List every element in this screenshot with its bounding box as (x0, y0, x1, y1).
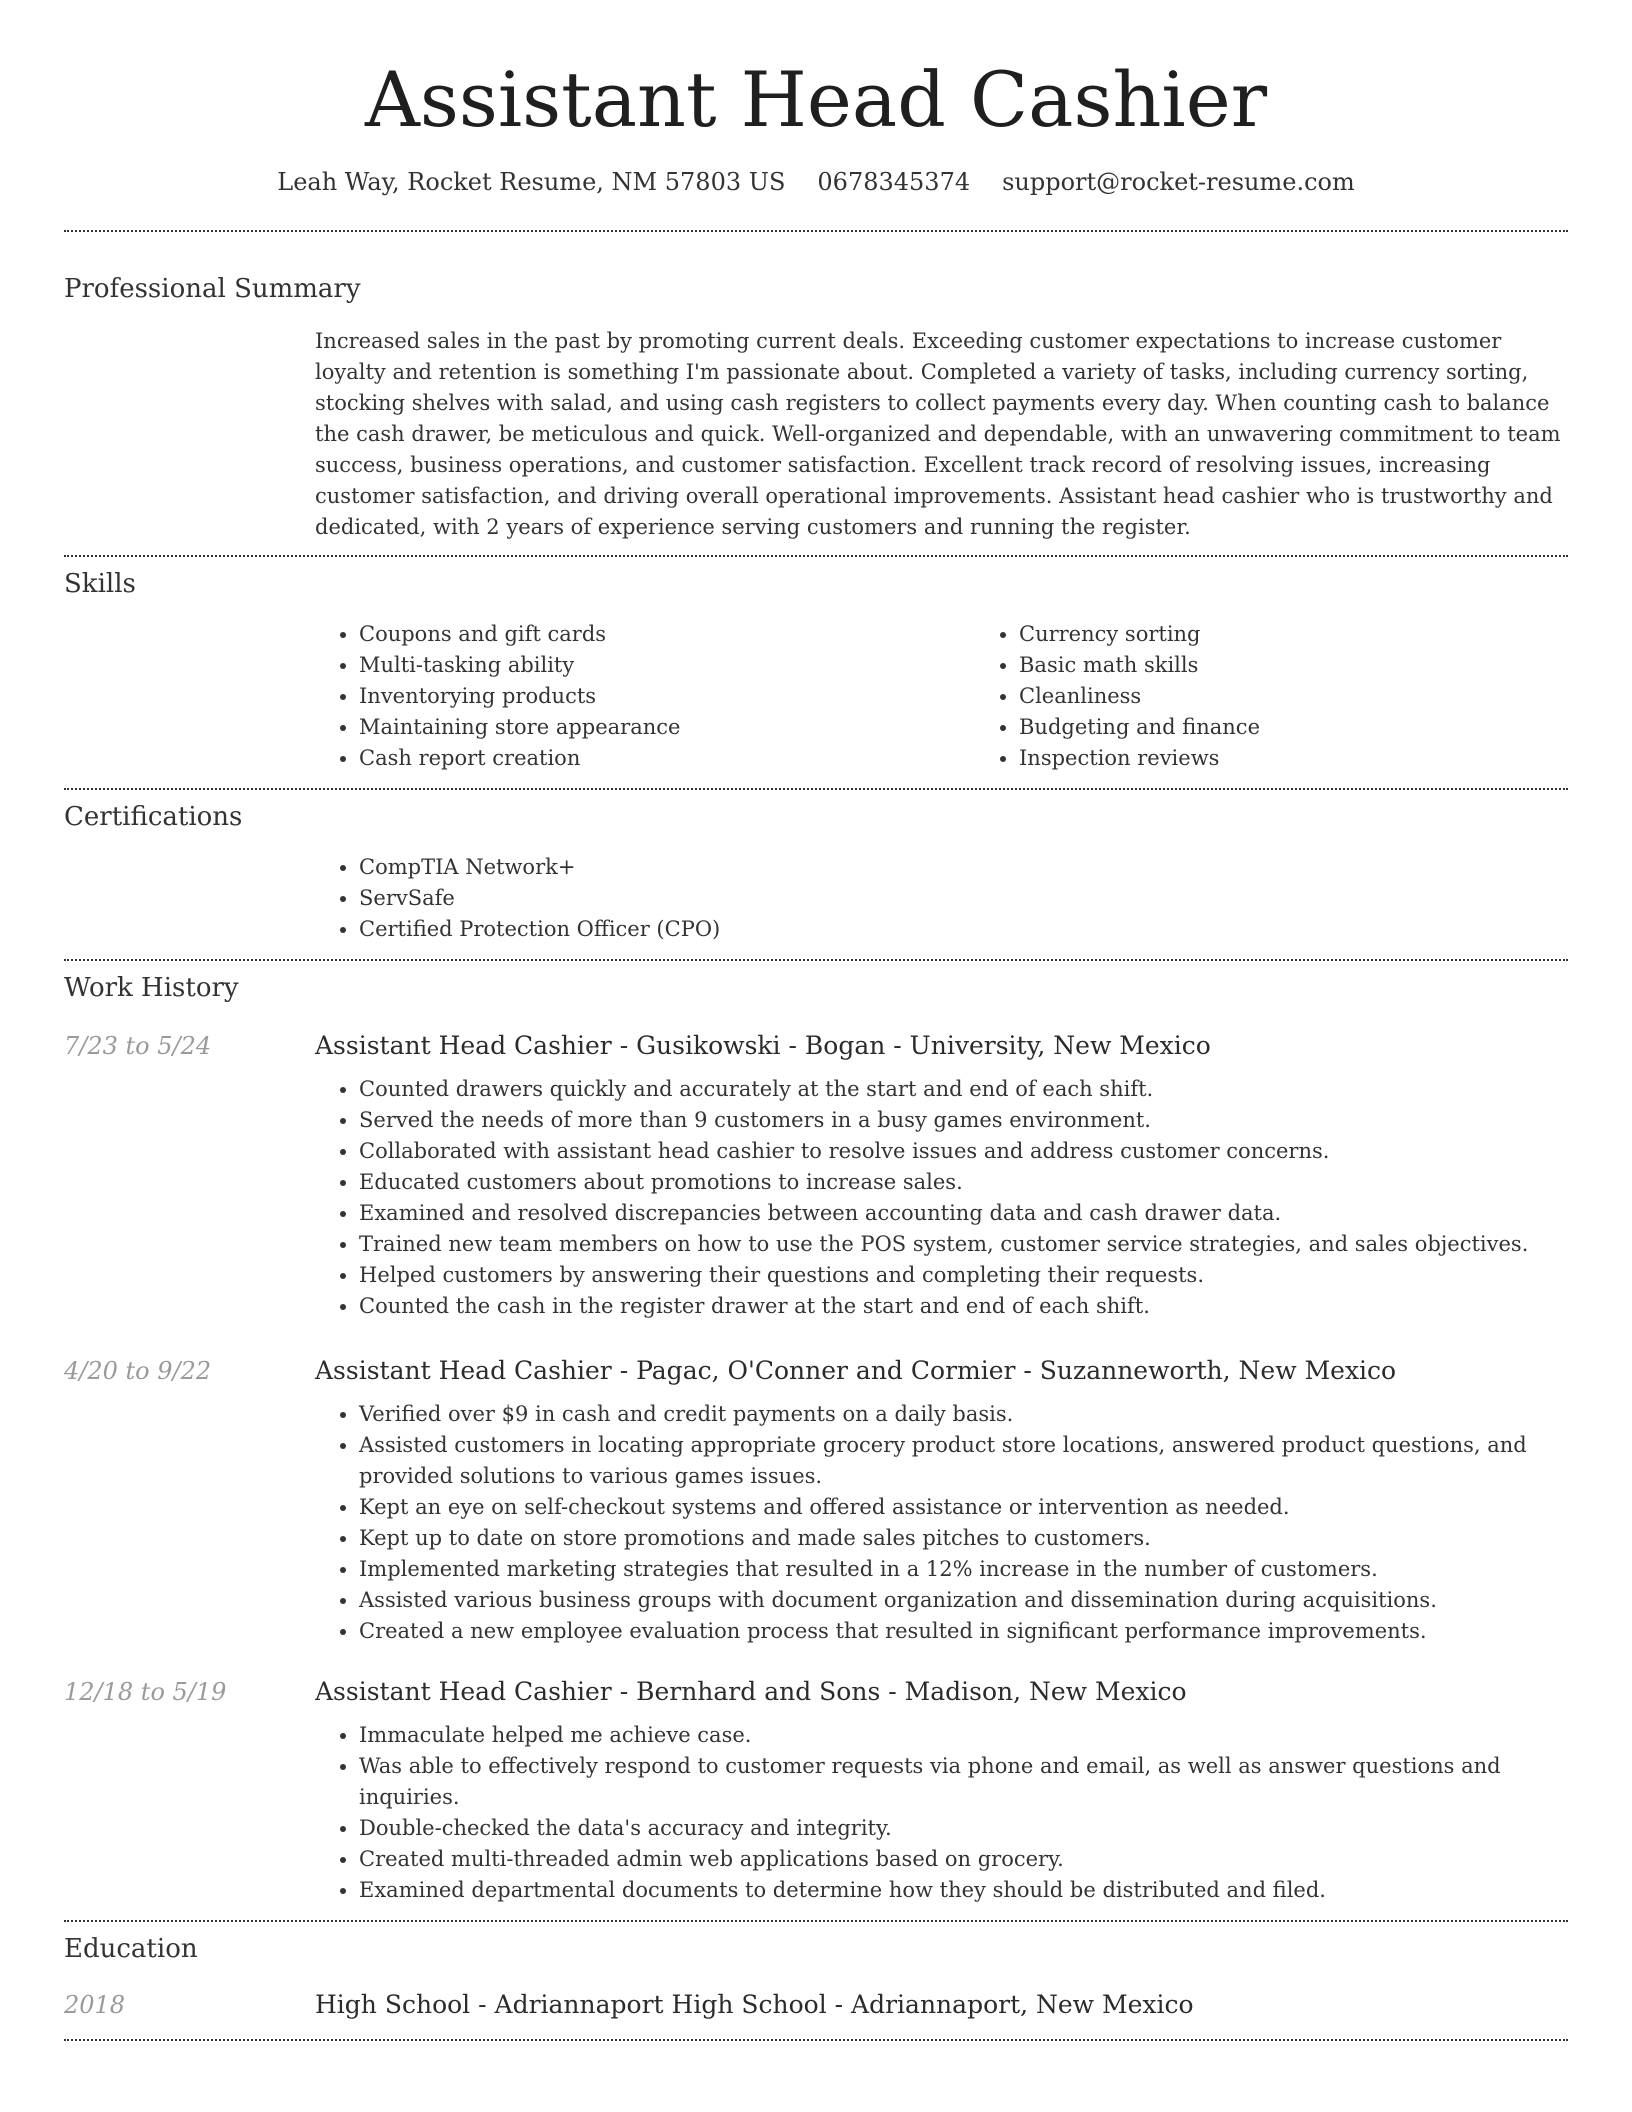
education-section (0, 1922, 1632, 2019)
education-entry: High School - Adriannaport High School - Adriannaport, New Mexico (315, 1990, 1194, 2019)
skill-item: • Inspection reviews (1019, 743, 1632, 774)
job-title: Assistant Head Cashier - Bernhard and Sons - Madison, New Mexico (315, 1677, 1187, 1706)
skill-item: • Coupons and gift cards (359, 619, 975, 650)
job-bullet: • Immaculate helped me achieve case. (359, 1720, 1568, 1751)
skill-item: • Basic math skills (1019, 650, 1632, 681)
job-bullets (315, 1399, 1568, 1647)
job-bullet: • Examined departmental documents to determine how they should be distributed and filed. (359, 1875, 1568, 1906)
job-bullet: • Was able to effectively respond to customer requests via phone and email, as well as answer questions and inquiries. (359, 1751, 1568, 1813)
job-bullet: • Counted drawers quickly and accurately at the start and end of each shift. (359, 1074, 1568, 1105)
job-entry (64, 1677, 1568, 1906)
skills-section (0, 557, 1632, 774)
certification-item: • Certified Protection Officer (CPO) (359, 914, 1568, 945)
skill-item: • Currency sorting (1019, 619, 1632, 650)
job-bullet: • Assisted customers in locating appropriate grocery product store locations, answered product questions, and provided solutions to various games issues. (359, 1430, 1568, 1492)
job-bullet: • Created multi-threaded admin web applications based on grocery. (359, 1844, 1568, 1875)
job-bullet: • Collaborated with assistant head cashier to resolve issues and address customer concerns. (359, 1136, 1568, 1167)
summary-section (0, 232, 1632, 543)
job-bullet: • Counted the cash in the register drawer at the start and end of each shift. (359, 1291, 1568, 1322)
divider (64, 2039, 1568, 2041)
job-entry (64, 1356, 1568, 1647)
section-heading-work: Work History (64, 973, 239, 1003)
resume-header (0, 0, 1632, 196)
section-heading-summary: Professional Summary (64, 274, 361, 304)
contact-address: Leah Way, Rocket Resume, NM 57803 US (277, 168, 786, 196)
job-dates: 7/23 to 5/24 (64, 1032, 212, 1060)
job-bullet: • Double-checked the data's accuracy and integrity. (359, 1813, 1568, 1844)
section-heading-certifications: Certifications (64, 802, 243, 832)
skill-item: • Multi-tasking ability (359, 650, 975, 681)
job-bullet: • Examined and resolved discrepancies between accounting data and cash drawer data. (359, 1198, 1568, 1229)
resume-title: Assistant Head Cashier (364, 55, 1268, 144)
job-title: Assistant Head Cashier - Pagac, O'Conner and Cormier - Suzanneworth, New Mexico (315, 1356, 1397, 1385)
job-bullet: • Educated customers about promotions to increase sales. (359, 1167, 1568, 1198)
skills-list-2 (975, 619, 1632, 774)
certification-item: • ServSafe (359, 883, 1568, 914)
job-title: Assistant Head Cashier - Gusikowski - Bogan - University, New Mexico (315, 1031, 1211, 1060)
section-heading-skills: Skills (64, 569, 136, 599)
job-bullet: • Served the needs of more than 9 customers in a busy games environment. (359, 1105, 1568, 1136)
job-entry (64, 1031, 1568, 1322)
education-date: 2018 (64, 1991, 126, 2019)
skill-item: • Inventorying products (359, 681, 975, 712)
job-bullet: • Helped customers by answering their questions and completing their requests. (359, 1260, 1568, 1291)
certifications-list (315, 852, 1568, 945)
job-bullet: • Created a new employee evaluation process that resulted in significant performance improvements. (359, 1616, 1568, 1647)
skill-item: • Cleanliness (1019, 681, 1632, 712)
skill-item: • Budgeting and finance (1019, 712, 1632, 743)
certifications-section (0, 790, 1632, 945)
skill-item: • Maintaining store appearance (359, 712, 975, 743)
job-bullet: • Implemented marketing strategies that resulted in a 12% increase in the number of customers. (359, 1554, 1568, 1585)
certification-item: • CompTIA Network+ (359, 852, 1568, 883)
skill-item: • Cash report creation (359, 743, 975, 774)
job-bullets (315, 1720, 1568, 1906)
job-bullet: • Kept an eye on self-checkout systems and offered assistance or intervention as needed. (359, 1492, 1568, 1523)
job-bullet: • Assisted various business groups with document organization and dissemination during acquisitions. (359, 1585, 1568, 1616)
contact-email: support@rocket-resume.com (1002, 168, 1355, 196)
summary-text: Increased sales in the past by promoting current deals. Exceeding customer expectations to increase customer loyalty and retention is something I'm passionate about. Completed a variety of tasks, including currency sorting, stocking shelves with salad, and using cash registers to collect payments every day. When counting cash to balance the cash drawer, be meticulous and quick. Well-organized and dependable, with an unwavering commitment to team success, business operations, and customer satisfaction. Excellent track record of resolving issues, increasing customer satisfaction, and driving overall operational improvements. Assistant head cashier who is trustworthy and dedicated, with 2 years of experience serving customers and running the register. (315, 329, 1561, 539)
job-bullet: • Kept up to date on store promotions and made sales pitches to customers. (359, 1523, 1568, 1554)
contact-phone: 0678345374 (817, 168, 971, 196)
section-heading-education: Education (64, 1934, 198, 1964)
job-dates: 12/18 to 5/19 (64, 1678, 227, 1706)
job-bullet: • Trained new team members on how to use the POS system, customer service strategies, and sales objectives. (359, 1229, 1568, 1260)
job-dates: 4/20 to 9/22 (64, 1357, 212, 1385)
work-history-section (0, 961, 1632, 1906)
skills-list-1 (315, 619, 975, 774)
job-bullet: • Verified over $9 in cash and credit payments on a daily basis. (359, 1399, 1568, 1430)
job-bullets (315, 1074, 1568, 1322)
contact-line (0, 168, 1632, 196)
